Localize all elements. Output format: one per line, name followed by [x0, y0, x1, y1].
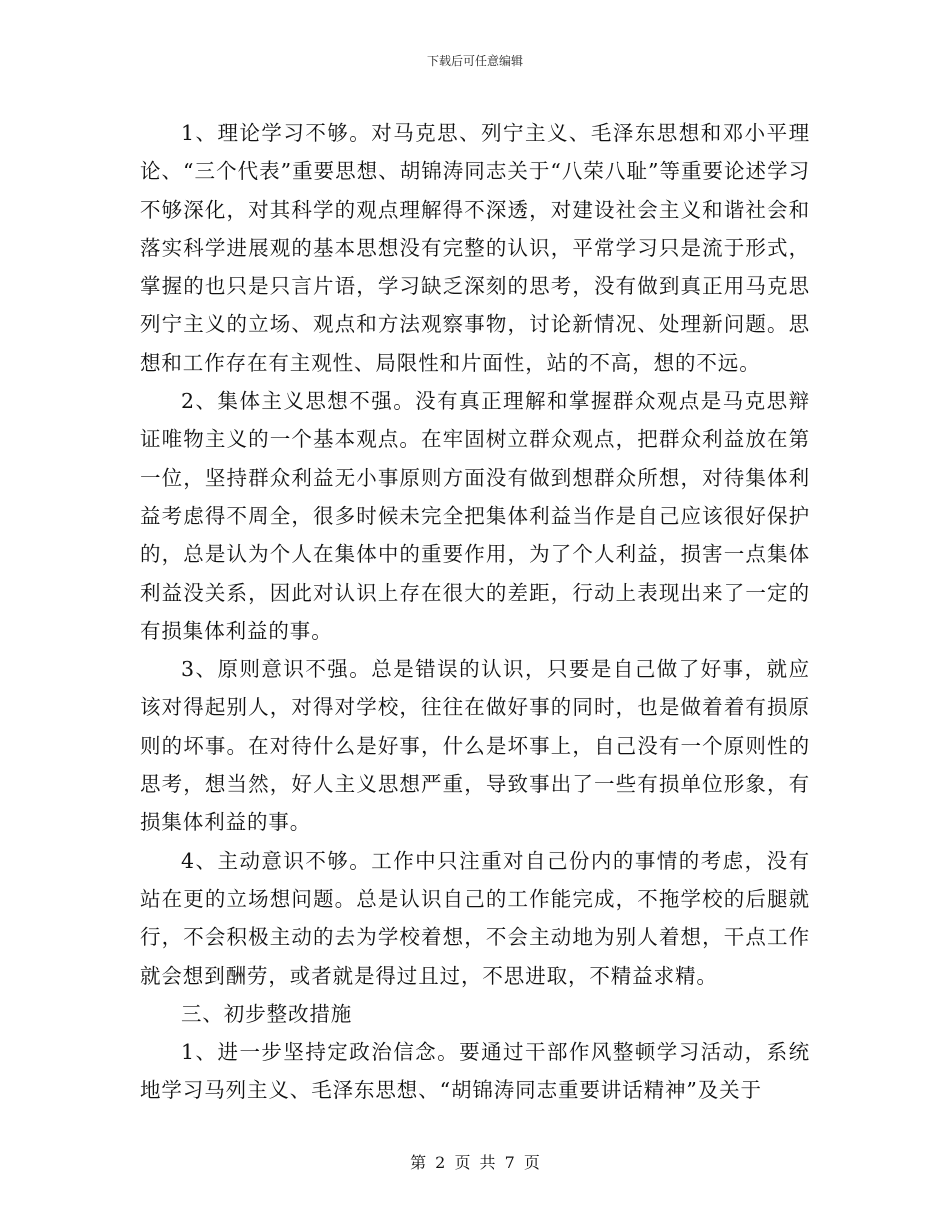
paragraph-collectivism: 2、集体主义思想不强。没有真正理解和掌握群众观点是马克思辩证唯物主义的一个基本观点。在牢固树立群众观点，把群众利益放在第一位，坚持群众利益无小事原则方面没有做到想群众所想，对待集体利益考虑得不周全，很多时候未完全把集体利益当作是自己应该很好保护的，总是认为个人在集体中的重要作用，为了个人利益，损害一点集体利益没关系，因此对认识上存在很大的差距，行动上表现出来了一定的有损集体利益的事。: [140, 389, 810, 643]
paragraph-principle-awareness: 3、原则意识不强。总是错误的认识，只要是自己做了好事，就应该对得起别人，对得对学校，往往在做好事的同时，也是做着着有损原则的坏事。在对待什么是好事，什么是坏事上，自己没有一个原则性的思考，想当然，好人主义思想严重，导致事出了一些有损单位形象，有损集体利益的事。: [140, 657, 810, 835]
paragraph-initiative: 4、主动意识不够。工作中只注重对自己份内的事情的考虑，没有站在更的立场想问题。总是认识自己的工作能完成，不拖学校的后腿就行，不会积极主动的去为学校着想，不会主动地为别人着想，干点工作就会想到酬劳，或者就是得过且过，不思进取，不精益求精。: [140, 848, 810, 988]
paragraph-political-belief: 1、进一步坚持定政治信念。要通过干部作风整顿学习活动，系统地学习马列主义、毛泽东思想、“胡锦涛同志重要讲话精神”及关于: [140, 1040, 810, 1103]
paragraph-theory-study: 1、理论学习不够。对马克思、列宁主义、毛泽东思想和邓小平理论、“三个代表”重要思想、胡锦涛同志关于“八荣八耻”等重要论述学习不够深化，对其科学的观点理解得不深透，对建设社会主义和谐社会和落实科学进展观的基本思想没有完整的认识，平常学习只是流于形式，掌握的也只是只言片语，学习缺乏深刻的思考，没有做到真正用马克思列宁主义的立场、观点和方法观察事物，讨论新情况、处理新问题。思想和工作存在有主观性、局限性和片面性，站的不高，想的不远。: [140, 121, 810, 375]
page-header: 下载后可任意编辑: [426, 54, 523, 68]
page-footer: 第 2 页 共 7 页: [410, 1153, 540, 1172]
section-heading-rectification: 三、初步整改措施: [181, 1001, 353, 1026]
document-body: [140, 114, 810, 1110]
